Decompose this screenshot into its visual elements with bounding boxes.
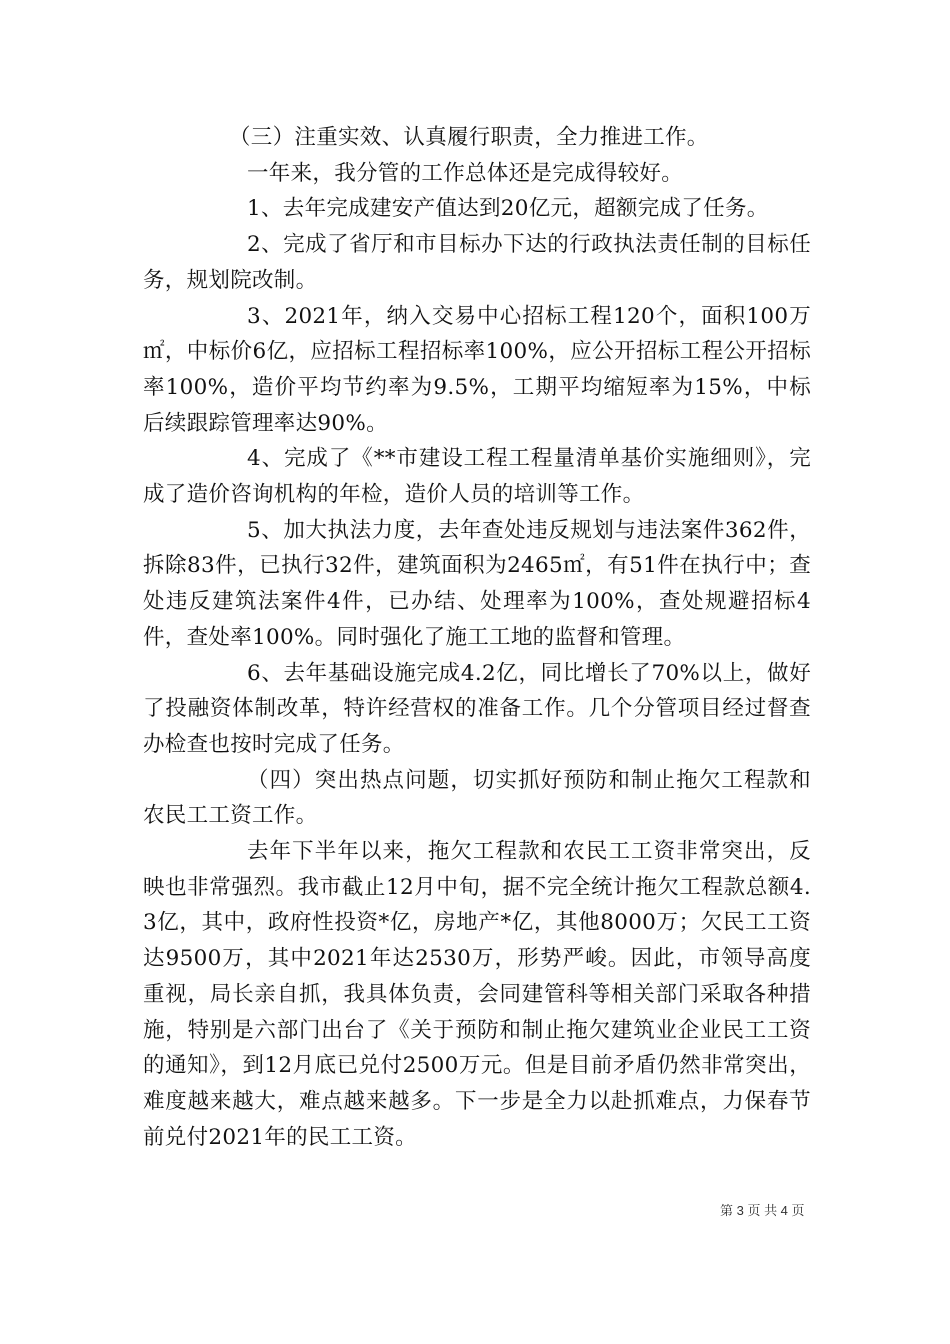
list-item-6: 6、去年基础设施完成4.2亿，同比增长了70%以上，做好了投融资体制改革，特许经营权的准备工作。几个分管项目经过督查办检查也按时完成了任务。 [143,660,811,757]
page-number-footer: 第 3 页 共 4 页 [720,1203,805,1218]
list-item-5: 5、加大执法力度，去年查处违反规划与违法案件362件，拆除83件，已执行32件，建筑面积为2465㎡，有51件在执行中；查处违反建筑法案件4件，已办结、处理率为100%，查处规避招标4件，查处率100%。同时强化了施工工地的监督和管理。 [143,517,811,650]
list-item-2: 2、完成了省厅和市目标办下达的行政执法责任制的目标任务，规划院改制。 [143,232,811,293]
list-item-1: 1、去年完成建安产值达到20亿元，超额完成了任务。 [247,196,769,222]
intro-paragraph: 一年来，我分管的工作总体还是完成得较好。 [247,160,684,186]
section-4-body: 去年下半年以来，拖欠工程款和农民工工资非常突出，反映也非常强烈。我市截止12月中旬，据不完全统计拖欠工程款总额4.3亿，其中，政府性投资*亿，房地产*亿，其他8000万；欠民工工资达9500万，其中2021年达2530万，形势严峻。因此，市领导高度重视，局长亲自抓，我具体负责，会同建管科等相关部门采取各种措施，特别是六部门出台了《关于预防和制止拖欠建筑业企业民工工资的通知》，到12月底已兑付2500万元。但是目前矛盾仍然非常突出，难度越来越大，难点越来越多。下一步是全力以赴抓难点，力保春节前兑付2021年的民工工资。 [143,839,811,1150]
section-4-heading: （四）突出热点问题，切实抓好预防和制止拖欠工程款和农民工工资工作。 [143,767,811,829]
list-item-4: 4、完成了《**市建设工程工程量清单基价实施细则》，完成了造价咨询机构的年检，造价人员的培训等工作。 [143,446,811,508]
document-body [143,120,811,1155]
section-3-heading: （三）注重实效、认真履行职责，全力推进工作。 [229,125,709,150]
list-item-3: 3、2021年，纳入交易中心招标工程120个，面积100万㎡，中标价6亿，应招标工程招标率100%，应公开招标工程公开招标率100%，造价平均节约率为9.5%，工期平均缩短率为15%，中标后续跟踪管理率达90%。 [143,303,811,436]
